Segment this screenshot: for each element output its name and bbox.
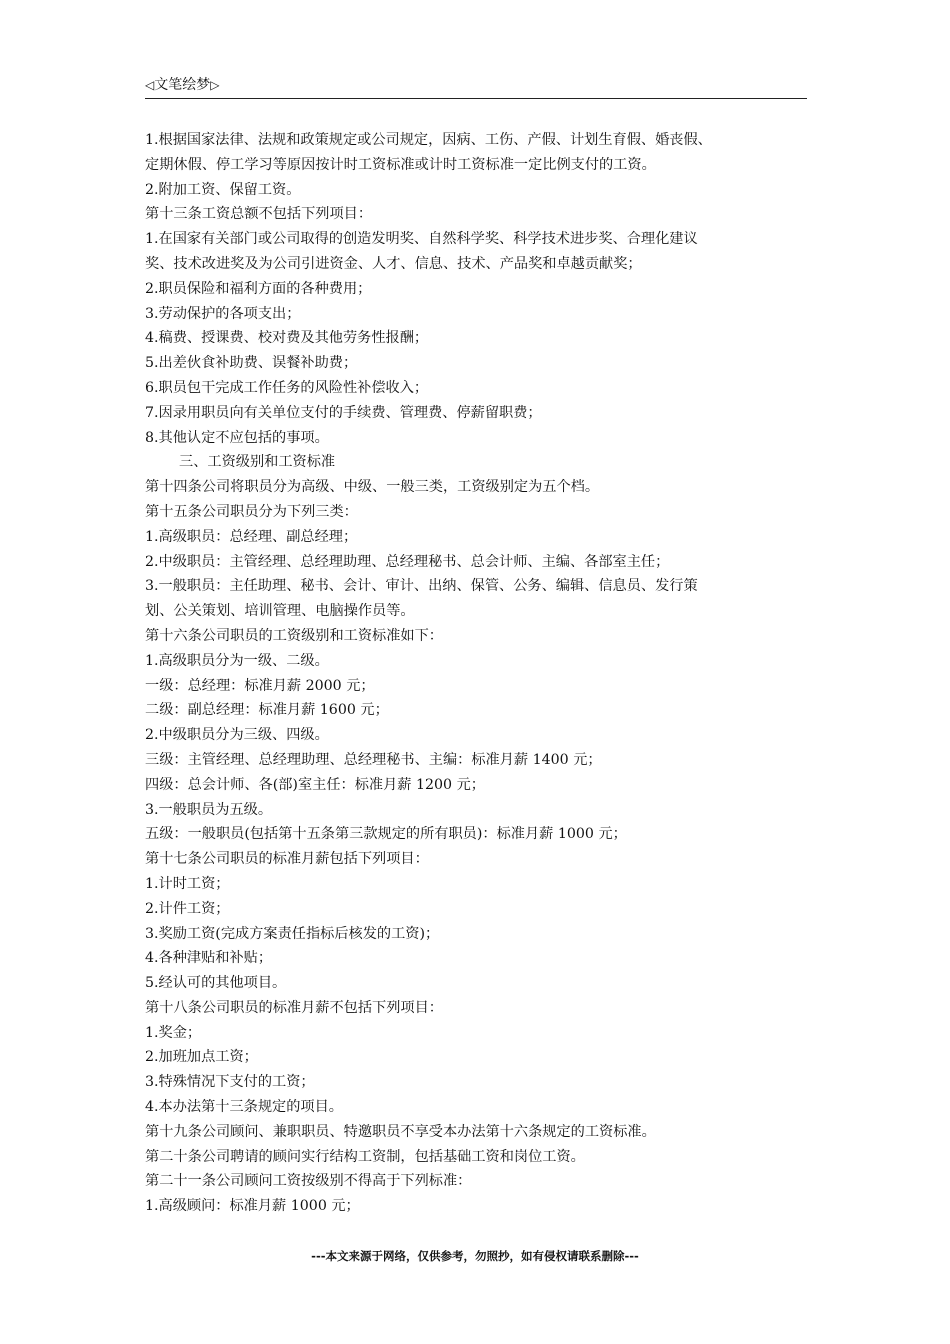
text-line: 5.经认可的其他项目。 xyxy=(145,975,287,992)
text-line: 1.在国家有关部门或公司取得的创造发明奖、自然科学奖、科学技术进步奖、合理化建议 xyxy=(145,231,698,248)
text-line: 第十七条公司职员的标准月薪包括下列项目： xyxy=(145,851,429,868)
text-line: 1.奖金； xyxy=(145,1024,202,1041)
text-line: 第二十条公司聘请的顾问实行结构工资制，包括基础工资和岗位工资。 xyxy=(145,1148,585,1165)
text-line: 奖、技术改进奖及为公司引进资金、人才、信息、技术、产品奖和卓越贡献奖； xyxy=(145,255,642,272)
text-line: 第十九条公司顾问、兼职职员、特邀职员不享受本办法第十六条规定的工资标准。 xyxy=(145,1123,656,1140)
right-triangle-icon: ▷ xyxy=(210,78,220,92)
text-line: 6.职员包干完成工作任务的风险性补偿收入； xyxy=(145,379,429,396)
text-line: 4.各种津贴和补贴； xyxy=(145,950,273,967)
text-line: 三级：主管经理、总经理助理、总经理秘书、主编：标准月薪 1400 元； xyxy=(145,751,602,768)
left-triangle-icon: ◁ xyxy=(145,78,155,92)
text-line: 四级：总会计师、各(部)室主任：标准月薪 1200 元； xyxy=(145,776,485,793)
text-line: 一级：总经理：标准月薪 2000 元； xyxy=(145,677,375,694)
text-line: 1.根据国家法律、法规和政策规定或公司规定，因病、工伤、产假、计划生育假、婚丧假、 xyxy=(145,132,712,148)
footer-disclaimer: ---本文来源于网络，仅供参考，勿照抄，如有侵权请联系删除--- xyxy=(311,1249,639,1263)
text-line: 2.计件工资； xyxy=(145,900,230,917)
text-line: 1.高级职员分为一级、二级。 xyxy=(145,652,329,669)
text-line: 3.一般职员：主任助理、秘书、会计、审计、出纳、保管、公务、编辑、信息员、发行策 xyxy=(145,578,698,595)
text-line: 7.因录用职员向有关单位支付的手续费、管理费、停薪留职费； xyxy=(145,404,542,421)
text-line: 3.特殊情况下支付的工资； xyxy=(145,1074,315,1091)
text-line: 第十四条公司将职员分为高级、中级、一般三类，工资级别定为五个档。 xyxy=(145,479,600,496)
text-line: 3.一般职员为五级。 xyxy=(145,801,273,818)
text-line: 2.加班加点工资； xyxy=(145,1049,258,1066)
text-line: 划、公关策划、培训管理、电脑操作员等。 xyxy=(145,603,415,620)
document-body xyxy=(145,128,810,1219)
text-line: 2.附加工资、保留工资。 xyxy=(145,181,301,198)
text-line: 4.稿费、授课费、校对费及其他劳务性报酬； xyxy=(145,330,429,347)
text-line: 2.中级职员：主管经理、总经理助理、总经理秘书、总会计师、主编、各部室主任； xyxy=(145,553,670,570)
brand-logo xyxy=(145,76,219,94)
text-line: 五级：一般职员(包括第十五条第三款规定的所有职员)：标准月薪 1000 元； xyxy=(145,826,627,843)
text-line: 2.中级职员分为三级、四级。 xyxy=(145,727,329,744)
text-line: 8.其他认定不应包括的事项。 xyxy=(145,429,329,446)
brand-text: 文笔绘梦 xyxy=(154,77,211,93)
text-line: 第十三条工资总额不包括下列项目： xyxy=(145,206,373,223)
text-line: 5.出差伙食补助费、误餐补助费； xyxy=(145,355,358,372)
text-line: 第十六条公司职员的工资级别和工资标准如下： xyxy=(145,627,443,644)
text-line: 第十八条公司职员的标准月薪不包括下列项目： xyxy=(145,999,443,1016)
text-line: 1.高级职员：总经理、副总经理； xyxy=(145,528,358,545)
section-heading: 三、工资级别和工资标准 xyxy=(179,454,336,471)
text-line: 二级：副总经理：标准月薪 1600 元； xyxy=(145,702,389,719)
text-line: 4.本办法第十三条规定的项目。 xyxy=(145,1099,343,1116)
text-line: 定期休假、停工学习等原因按计时工资标准或计时工资标准一定比例支付的工资。 xyxy=(145,156,656,173)
text-line: 第二十一条公司顾问工资按级别不得高于下列标准： xyxy=(145,1173,472,1190)
page-header xyxy=(145,74,807,99)
text-line: 2.职员保险和福利方面的各种费用； xyxy=(145,280,372,297)
text-line: 1.高级顾问：标准月薪 1000 元； xyxy=(145,1198,360,1215)
text-line: 第十五条公司职员分为下列三类： xyxy=(145,503,358,520)
text-line: 1.计时工资； xyxy=(145,875,230,892)
text-line: 3.奖励工资(完成方案责任指标后核发的工资)； xyxy=(145,925,440,942)
text-line: 3.劳动保护的各项支出； xyxy=(145,305,301,322)
